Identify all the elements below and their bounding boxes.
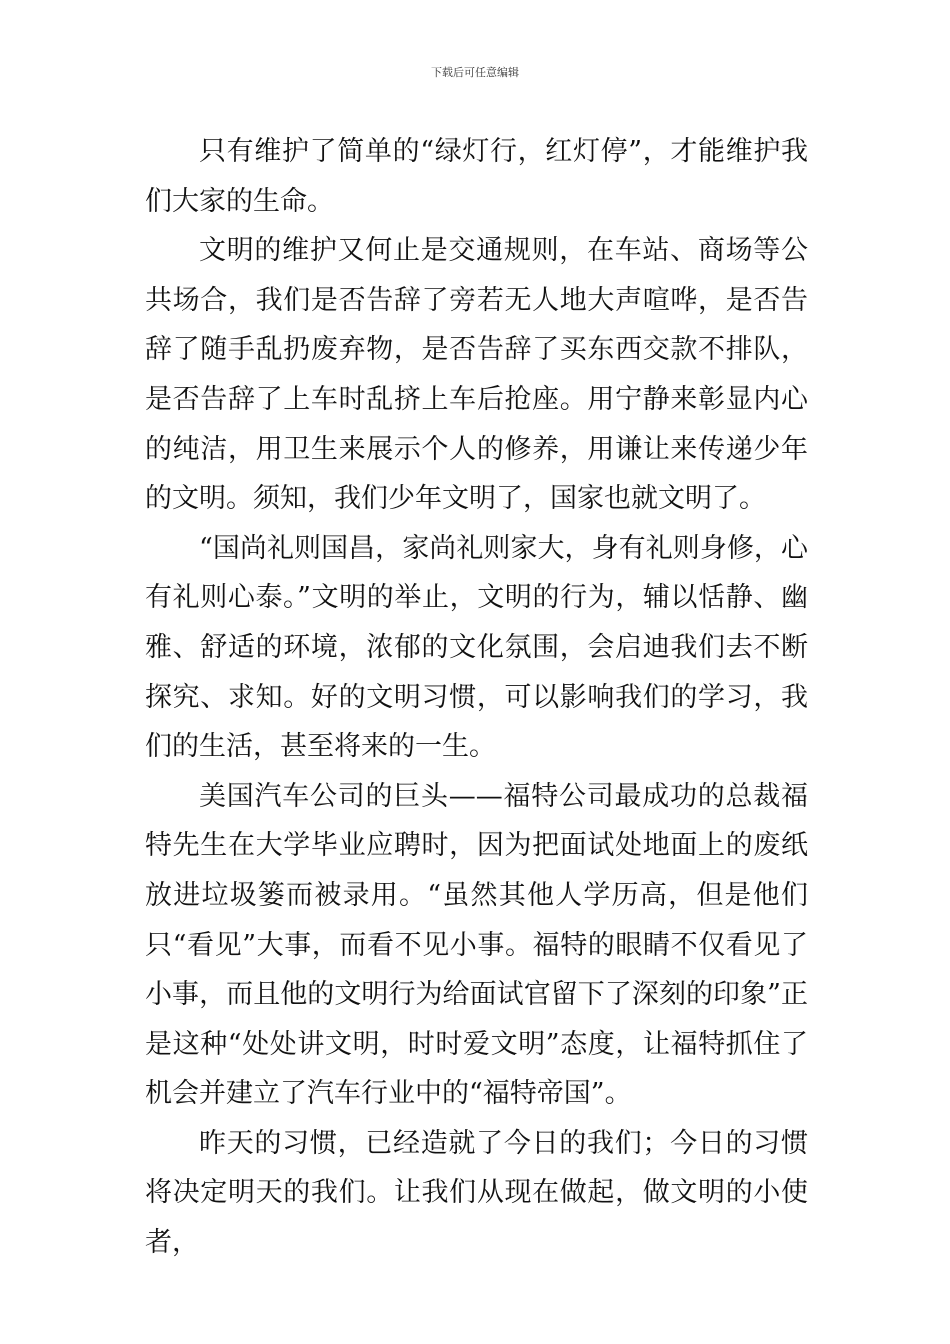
paragraph-3: “国尚礼则国昌，家尚礼则家大，身有礼则身修，心有礼则心泰。”文明的举止，文明的行为，辅以恬静、幽雅、舒适的环境，浓郁的文化氛围，会启迪我们去不断探究、求知。好的文明习惯，可以影响我们的学习，我们的生活，甚至将来的一生。 <box>145 532 808 763</box>
paragraph-2: 文明的维护又何止是交通规则，在车站、商场等公共场合，我们是否告辞了旁若无人地大声喧哗，是否告辞了随手乱扔废弃物，是否告辞了买东西交款不排队，是否告辞了上车时乱挤上车后抢座。用宁静来彰显内心的纯洁，用卫生来展示个人的修养，用谦让来传递少年的文明。须知，我们少年文明了，国家也就文明了。 <box>145 235 808 515</box>
paragraph-1: 只有维护了简单的“绿灯行，红灯停”，才能维护我们大家的生命。 <box>145 136 808 217</box>
paragraph-5: 昨天的习惯，已经造就了今日的我们；今日的习惯将决定明天的我们。让我们从现在做起，做文明的小使者， <box>145 1127 808 1259</box>
paragraph-4: 美国汽车公司的巨头——福特公司最成功的总裁福特先生在大学毕业应聘时，因为把面试处地面上的废纸放进垃圾篓而被录用。“虽然其他人学历高，但是他们只“看见”大事，而看不见小事。福特的眼睛不仅看见了小事，而且他的文明行为给面试官留下了深刻的印象”正是这种“处处讲文明，时时爱文明”态度，让福特抓住了机会并建立了汽车行业中的“福特帝国”。 <box>145 780 808 1110</box>
document-body <box>145 127 808 1268</box>
page-header: 下载后可任意编辑 <box>431 66 519 79</box>
